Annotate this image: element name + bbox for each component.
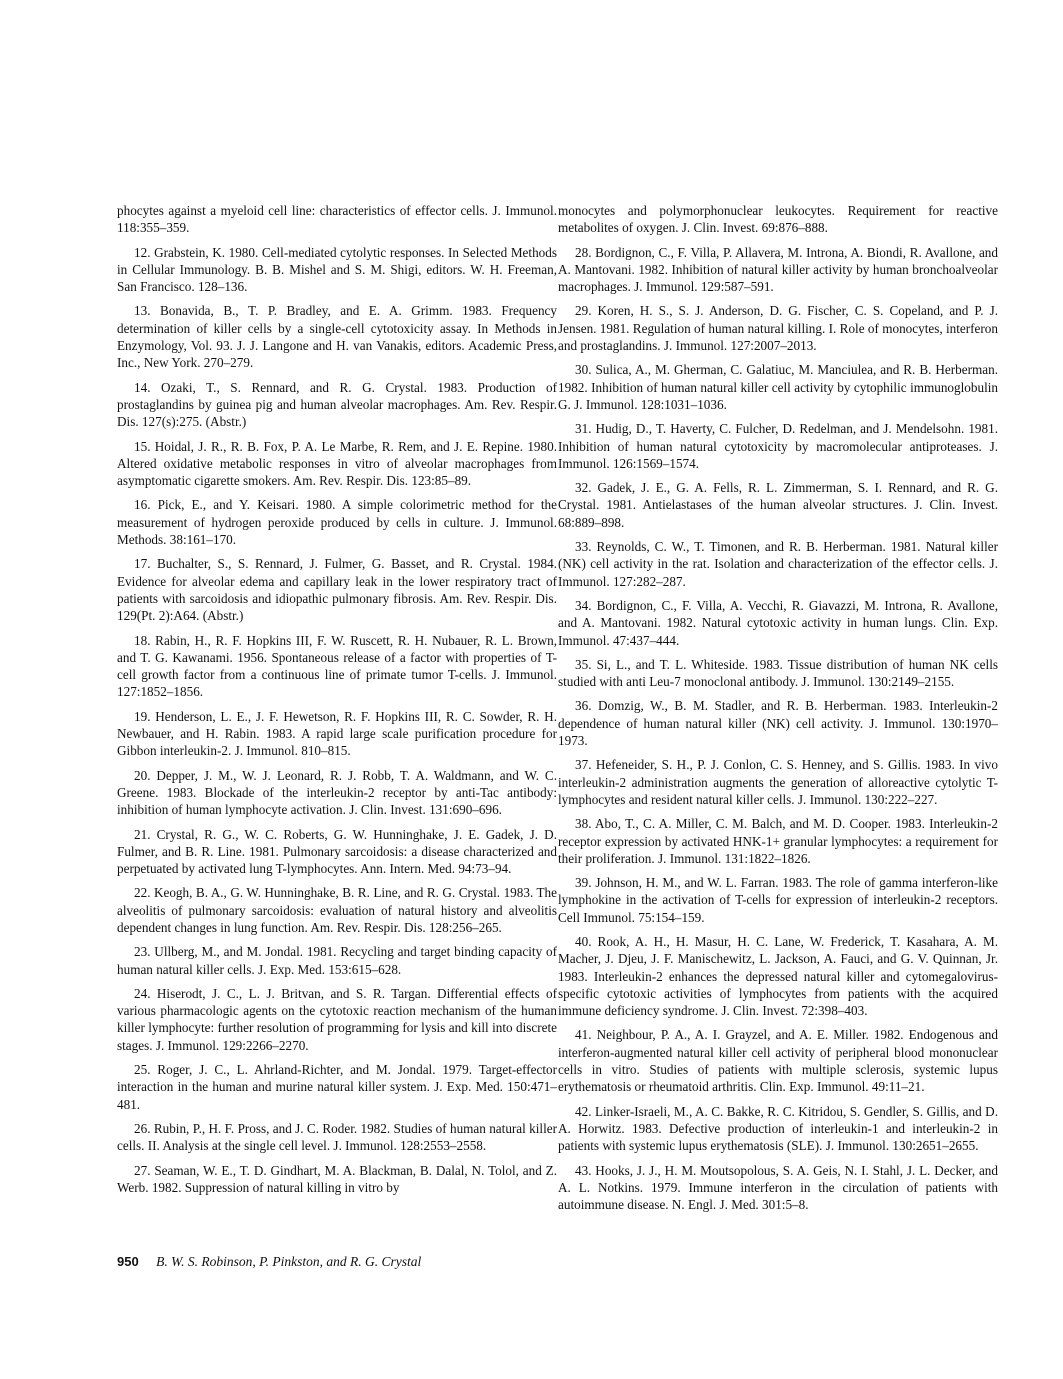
reference-12: 12. Grabstein, K. 1980. Cell-mediated cytolytic responses. In Selected Methods in Cellular Immunology. B. B. Mishel and S. M. Shigi, editors. W. H. Freeman, San Francisco. 128–136. xyxy=(117,244,557,295)
reference-15: 15. Hoidal, J. R., R. B. Fox, P. A. Le Marbe, R. Rem, and J. E. Repine. 1980. Altered oxidative metabolic responses in vitro of alveolar macrophages from asymptomatic cigarette smokers. Am. Rev. Respir. Dis. 123:85–89. xyxy=(117,438,557,489)
reference-23: 23. Ullberg, M., and M. Jondal. 1981. Recycling and target binding capacity of human natural killer cells. J. Exp. Med. 153:615–628. xyxy=(117,944,557,977)
references-left-column xyxy=(117,202,557,1203)
reference-36: 36. Domzig, W., B. M. Stadler, and R. B. Herberman. 1983. Interleukin-2 dependence of human natural killer (NK) cell activity. J. Immunol. 130:1970–1973. xyxy=(558,698,998,749)
reference-24: 24. Hiserodt, J. C., L. J. Britvan, and S. R. Targan. Differential effects of various pharmacologic agents on the cytotoxic reaction mechanism of the human killer lymphocyte: further resolution of programming for lysis and kill into discrete stages. J. Immunol. 129:2266–2270. xyxy=(117,985,557,1053)
reference-31: 31. Hudig, D., T. Haverty, C. Fulcher, D. Redelman, and J. Mendelsohn. 1981. Inhibition of human natural cytotoxicity by macromolecular antiproteases. J. Immunol. 126:1569–1574. xyxy=(558,421,998,471)
reference-30: 30. Sulica, A., M. Gherman, C. Galatiuc, M. Manciulea, and R. B. Herberman. 1982. Inhibition of human natural killer cell activity by cytophilic immunoglobulin G. J. Immunol. 128:1031–1036. xyxy=(558,362,998,412)
reference-41: 41. Neighbour, P. A., A. I. Grayzel, and A. E. Miller. 1982. Endogenous and interferon-augmented natural killer cell activity of peripheral blood mononuclear cells in vitro. Studies of patients with multiple sclerosis, systemic lupus erythematosis or rheumatoid arthritis. Clin. Exp. Immunol. 49:11–21. xyxy=(558,1027,998,1095)
reference-17: 17. Buchalter, S., S. Rennard, J. Fulmer, G. Basset, and R. Crystal. 1984. Evidence for alveolar edema and capillary leak in the lower respiratory tract of patients with sarcoidosis and idiopathic pulmonary fibrosis. Am. Rev. Respir. Dis. 129(Pt. 2):A64. (Abstr.) xyxy=(117,556,557,624)
reference-20: 20. Depper, J. M., W. J. Leonard, R. J. Robb, T. A. Waldmann, and W. C. Greene. 1983. Blockade of the interleukin-2 receptor by anti-Tac antibody: inhibition of human lymphocyte activation. J. Clin. Invest. 131:690–696. xyxy=(117,767,557,818)
reference-16: 16. Pick, E., and Y. Keisari. 1980. A simple colorimetric method for the measurement of hydrogen peroxide produced by cells in culture. J. Immunol. Methods. 38:161–170. xyxy=(117,497,557,548)
reference-27-continued: monocytes and polymorphonuclear leukocytes. Requirement for reactive metabolites of oxygen. J. Clin. Invest. 69:876–888. xyxy=(558,203,998,236)
references-right-column xyxy=(558,202,998,1220)
reference-13: 13. Bonavida, B., T. P. Bradley, and E. A. Grimm. 1983. Frequency determination of killer cells by a single-cell cytotoxicity assay. In Methods in Enzymology, Vol. 93. J. J. Langone and H. van Vanakis, editors. Academic Press, Inc., New York. 270–279. xyxy=(117,303,557,371)
reference-38: 38. Abo, T., C. A. Miller, C. M. Balch, and M. D. Cooper. 1983. Interleukin-2 receptor expression by activated HNK-1+ granular lymphocytes: a requirement for their proliferation. J. Immunol. 131:1822–1826. xyxy=(558,816,998,866)
running-authors: B. W. S. Robinson, P. Pinkston, and R. G. Crystal xyxy=(156,1254,422,1269)
reference-37: 37. Hefeneider, S. H., P. J. Conlon, C. S. Henney, and S. Gillis. 1983. In vivo interleukin-2 administration augments the generation of alloreactive cytolytic T-lymphocytes and resident natural killer cells. J. Immunol. 130:222–227. xyxy=(558,757,998,807)
reference-27: 27. Seaman, W. E., T. D. Gindhart, M. A. Blackman, B. Dalal, N. Tolol, and Z. Werb. 1982. Suppression of natural killing in vitro by xyxy=(117,1162,557,1195)
page-footer xyxy=(117,1254,421,1270)
reference-18: 18. Rabin, H., R. F. Hopkins III, F. W. Ruscett, R. H. Nubauer, R. L. Brown, and T. G. Kawanami. 1956. Spontaneous release of a factor with properties of T-cell growth factor from a continuous line of primate tumor T-cells. J. Immunol. 127:1852–1856. xyxy=(117,632,557,700)
reference-35: 35. Si, L., and T. L. Whiteside. 1983. Tissue distribution of human NK cells studied with anti Leu-7 monoclonal antibody. J. Immunol. 130:2149–2155. xyxy=(558,656,998,690)
reference-39: 39. Johnson, H. M., and W. L. Farran. 1983. The role of gamma interferon-like lymphokine in the activation of T-cells for expression of interleukin-2 receptors. Cell Immunol. 75:154–159. xyxy=(558,875,998,925)
reference-40: 40. Rook, A. H., H. Masur, H. C. Lane, W. Frederick, T. Kasahara, A. M. Macher, J. Djeu, J. F. Manischewitz, L. Jackson, A. Fauci, and G. V. Quinnan, Jr. 1983. Interleukin-2 enhances the depressed natural killer and cytomegalovirus-specific cytotoxic activities of lymphocytes from patients with the acquired immune deficiency syndrome. J. Clin. Invest. 72:398–403. xyxy=(558,933,998,1019)
reference-33: 33. Reynolds, C. W., T. Timonen, and R. B. Herberman. 1981. Natural killer (NK) cell activity in the rat. Isolation and characterization of the effector cells. J. Immunol. 127:282–287. xyxy=(558,539,998,589)
reference-21: 21. Crystal, R. G., W. C. Roberts, G. W. Hunninghake, J. E. Gadek, J. D. Fulmer, and B. R. Line. 1981. Pulmonary sarcoidosis: a disease characterized and perpetuated by activated lung T-lymphocytes. Ann. Intern. Med. 94:73–94. xyxy=(117,826,557,877)
reference-14: 14. Ozaki, T., S. Rennard, and R. G. Crystal. 1983. Production of prostaglandins by guinea pig and human alveolar macrophages. Am. Rev. Respir. Dis. 127(s):275. (Abstr.) xyxy=(117,379,557,430)
reference-22: 22. Keogh, B. A., G. W. Hunninghake, B. R. Line, and R. G. Crystal. 1983. The alveolitis of pulmonary sarcoidosis: evaluation of natural history and alveolitis dependent changes in lung function. Am. Rev. Respir. Dis. 128:256–265. xyxy=(117,885,557,935)
reference-25: 25. Roger, J. C., L. Ahrland-Richter, and M. Jondal. 1979. Target-effector interaction in the human and murine natural killer system. J. Exp. Med. 150:471–481. xyxy=(117,1062,557,1112)
reference-34: 34. Bordignon, C., F. Villa, A. Vecchi, R. Giavazzi, M. Introna, R. Avallone, and A. Mantovani. 1982. Natural cytotoxic activity in human lungs. Clin. Exp. Immunol. 47:437–444. xyxy=(558,597,998,648)
reference-11-continued: phocytes against a myeloid cell line: characteristics of effector cells. J. Immunol. 118:355–359. xyxy=(117,203,557,236)
reference-19: 19. Henderson, L. E., J. F. Hewetson, R. F. Hopkins III, R. C. Sowder, R. H. Newbauer, and H. Rabin. 1983. A rapid large scale purification procedure for Gibbon interleukin-2. J. Immunol. 810–815. xyxy=(117,708,557,759)
reference-29: 29. Koren, H. S., S. J. Anderson, D. G. Fischer, C. S. Copeland, and P. J. Jensen. 1981. Regulation of human natural killing. I. Role of monocytes, interferon and prostaglandins. J. Immunol. 127:2007–2013. xyxy=(558,303,998,354)
reference-42: 42. Linker-Israeli, M., A. C. Bakke, R. C. Kitridou, S. Gendler, S. Gillis, and D. A. Horwitz. 1983. Defective production of interleukin-1 and interleukin-2 in patients with systemic lupus erythematosis (SLE). J. Immunol. 130:2651–2655. xyxy=(558,1103,998,1154)
reference-26: 26. Rubin, P., H. F. Pross, and J. C. Roder. 1982. Studies of human natural killer cells. II. Analysis at the single cell level. J. Immunol. 128:2553–2558. xyxy=(117,1120,557,1154)
reference-43: 43. Hooks, J. J., H. M. Moutsopolous, S. A. Geis, N. I. Stahl, J. L. Decker, and A. L. Notkins. 1979. Immune interferon in the circulation of patients with autoimmune disease. N. Engl. J. Med. 301:5–8. xyxy=(558,1162,998,1213)
reference-28: 28. Bordignon, C., F. Villa, P. Allavera, M. Introna, A. Biondi, R. Avallone, and A. Mantovani. 1982. Inhibition of natural killer activity by human bronchoalveolar macrophages. J. Immunol. 129:587–591. xyxy=(558,244,998,295)
reference-32: 32. Gadek, J. E., G. A. Fells, R. L. Zimmerman, S. I. Rennard, and R. G. Crystal. 1981. Antielastases of the human alveolar structures. J. Clin. Invest. 68:889–898. xyxy=(558,480,998,530)
page-number: 950 xyxy=(117,1254,139,1269)
